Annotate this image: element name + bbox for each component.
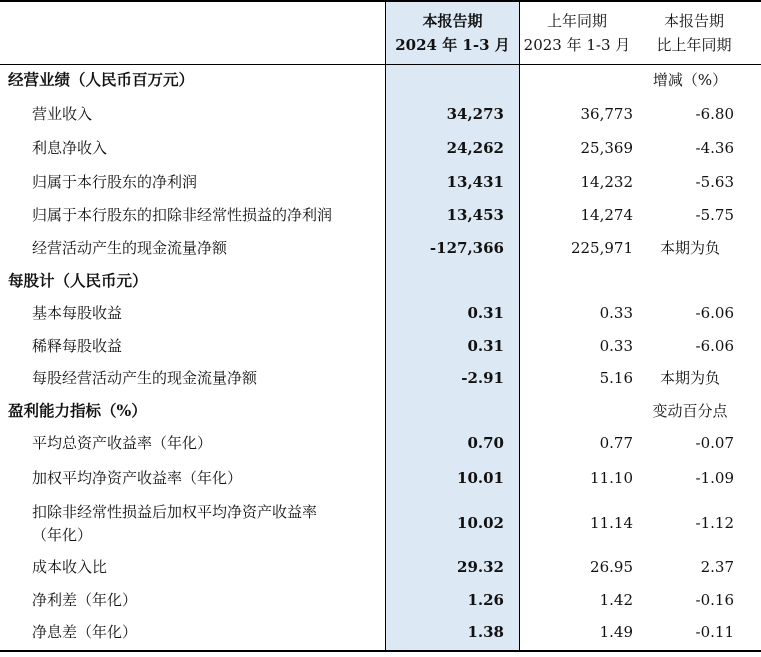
section-title: 盈利能力指标（%） (8, 401, 147, 420)
row-prior: 225,971 (570, 239, 633, 257)
row-label: 稀释每股收益 (32, 337, 123, 355)
row-label: 净利差（年化） (32, 591, 138, 609)
row-change: -0.16 (695, 591, 734, 609)
column-divider (519, 2, 520, 650)
table-header-border (0, 64, 761, 65)
row-label: 经营活动产生的现金流量净额 (32, 239, 228, 257)
row-change: 本期为负 (659, 239, 720, 257)
row-label: 利息净收入 (32, 139, 108, 157)
row-prior: 14,232 (580, 173, 633, 191)
row-change: -0.07 (695, 434, 734, 452)
row-prior: 0.33 (599, 337, 633, 355)
row-label-continued: （年化） (32, 526, 93, 544)
column-divider (385, 2, 386, 650)
header-current-period: 2024 年 1-3 月 (395, 36, 510, 54)
row-change: -5.63 (695, 173, 734, 191)
row-current: 24,262 (446, 139, 504, 157)
row-current: -127,366 (429, 239, 504, 257)
row-current: 10.01 (457, 469, 504, 487)
row-change: -6.06 (695, 337, 734, 355)
row-label: 基本每股收益 (32, 304, 123, 322)
header-current-title: 本报告期 (422, 12, 483, 30)
row-current: -2.91 (461, 369, 504, 387)
row-label: 成本收入比 (32, 558, 108, 576)
row-current: 29.32 (457, 558, 504, 576)
section-note: 变动百分点 (652, 402, 728, 420)
section-title: 每股计（人民币元） (8, 271, 148, 290)
row-prior: 11.14 (590, 514, 633, 532)
row-prior: 1.49 (599, 623, 633, 641)
header-prior-title: 上年同期 (546, 12, 607, 30)
row-current: 10.02 (457, 514, 504, 532)
row-label: 加权平均净资产收益率（年化） (32, 469, 243, 487)
row-current: 13,431 (446, 173, 504, 191)
row-label: 每股经营活动产生的现金流量净额 (32, 369, 258, 387)
row-label: 净息差（年化） (32, 623, 138, 641)
table-top-border (0, 0, 761, 2)
row-current: 1.26 (467, 591, 504, 609)
row-prior: 0.33 (599, 304, 633, 322)
row-prior: 0.77 (599, 434, 633, 452)
row-current: 34,273 (446, 105, 504, 123)
row-prior: 14,274 (580, 206, 633, 224)
section-title: 经营业绩（人民币百万元） (8, 70, 195, 89)
row-label: 平均总资产收益率（年化） (32, 434, 213, 452)
row-prior: 11.10 (590, 469, 633, 487)
row-current: 0.31 (467, 304, 504, 322)
row-prior: 5.16 (599, 369, 633, 387)
row-change: -1.12 (695, 514, 734, 532)
header-change-title: 本报告期 (663, 12, 724, 30)
row-prior: 26.95 (590, 558, 633, 576)
row-current: 0.31 (467, 337, 504, 355)
row-change: -4.36 (695, 139, 734, 157)
row-label: 归属于本行股东的扣除非经常性损益的净利润 (32, 206, 333, 224)
row-change: -5.75 (695, 206, 734, 224)
row-change: -6.06 (695, 304, 734, 322)
row-change: -6.80 (695, 105, 734, 123)
header-change-subtitle: 比上年同期 (656, 36, 732, 54)
row-prior: 1.42 (599, 591, 633, 609)
row-current: 1.38 (467, 623, 504, 641)
row-label: 营业收入 (32, 105, 93, 123)
table-bottom-border (0, 650, 761, 652)
row-change: 本期为负 (659, 369, 720, 387)
row-prior: 25,369 (580, 139, 633, 157)
row-change: -0.11 (695, 623, 734, 641)
row-label: 归属于本行股东的净利润 (32, 173, 198, 191)
row-prior: 36,773 (580, 105, 633, 123)
row-label: 扣除非经常性损益后加权平均净资产收益率 (32, 503, 318, 521)
current-period-highlight (385, 2, 519, 650)
section-note: 增减（%） (652, 71, 728, 89)
row-current: 13,453 (446, 206, 504, 224)
row-current: 0.70 (467, 434, 504, 452)
header-prior-period: 2023 年 1-3 月 (523, 36, 631, 54)
row-change: -1.09 (695, 469, 734, 487)
row-change: 2.37 (700, 558, 734, 576)
